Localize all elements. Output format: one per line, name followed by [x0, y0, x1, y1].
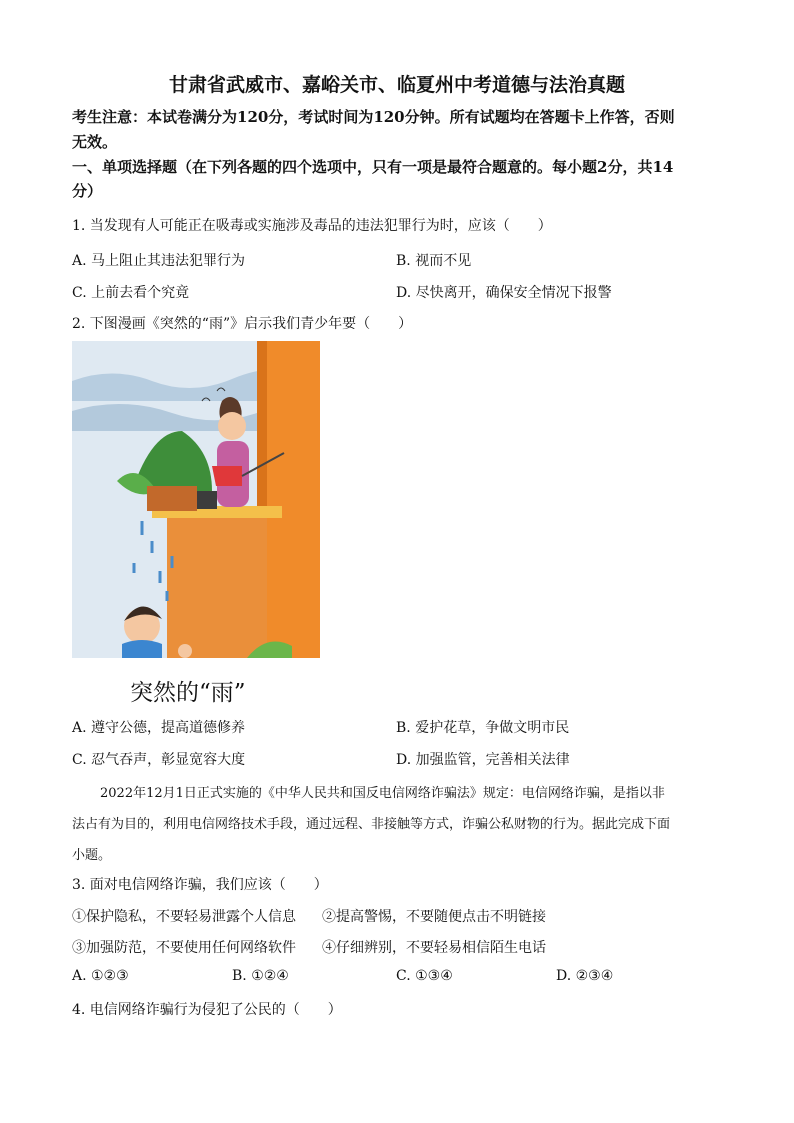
notice-line-1: 考生注意：本试卷满分为120分，考试时间为120分钟。所有试题均在答题卡上作答，否则	[72, 108, 675, 126]
q2-option-a: A. 遵守公德，提高道德修养	[72, 720, 246, 736]
passage-line-1: 2022年12月1日正式实施的《中华人民共和国反电信网络诈骗法》规定：电信网络诈骗，是指以非	[100, 786, 665, 801]
q3-stem: 3. 面对电信网络诈骗，我们应该（ ）	[72, 877, 328, 893]
notice-line-2: 无效。	[72, 133, 118, 151]
page-title: 甘肃省武威市、嘉峪关市、临夏州中考道德与法治真题	[168, 74, 625, 96]
q2-stem: 2. 下图漫画《突然的“雨”》启示我们青少年要（ ）	[72, 316, 413, 332]
passage-line-2: 法占有为目的，利用电信网络技术手段，通过远程、非接触等方式，诈骗公私财物的行为。据此完成下面	[72, 817, 671, 832]
q3-option-d: D. ②③④	[556, 968, 614, 984]
q2-option-c: C. 忍气吞声，彰显宽容大度	[72, 752, 246, 768]
watering-can	[212, 466, 242, 486]
q3-item-3: ③加强防范，不要使用任何网络软件	[72, 940, 296, 956]
q1-stem: 1. 当发现有人可能正在吸毒或实施涉及毒品的违法犯罪行为时，应该（ ）	[72, 218, 552, 234]
woman-face	[218, 412, 246, 440]
q1-option-a: A. 马上阻止其违法犯罪行为	[72, 253, 246, 269]
section-heading-line-2: 分）	[72, 182, 103, 200]
plant-pot	[147, 486, 197, 511]
q3-option-c: C. ①③④	[396, 968, 453, 984]
small-pot	[197, 491, 217, 509]
q1-option-c: C. 上前去看个究竟	[72, 285, 190, 301]
q3-item-2: ②提高警惕，不要随便点击不明链接	[322, 909, 546, 925]
q3-option-a: A. ①②③	[72, 968, 129, 984]
q3-item-4: ④仔细辨别，不要轻易相信陌生电话	[322, 940, 546, 956]
q2-option-b: B. 爱护花草，争做文明市民	[396, 720, 570, 736]
q3-item-1: ①保护隐私，不要轻易泄露个人信息	[72, 909, 296, 925]
q2-option-d: D. 加强监管，完善相关法律	[396, 752, 570, 768]
q3-option-b: B. ①②④	[232, 968, 289, 984]
boy-hand	[178, 644, 192, 658]
balcony-wall	[167, 516, 267, 658]
cartoon-illustration	[72, 341, 320, 658]
q4-stem: 4. 电信网络诈骗行为侵犯了公民的（ ）	[72, 1002, 342, 1018]
section-heading-line-1: 一、单项选择题（在下列各题的四个选项中，只有一项是最符合题意的。每小题2分，共14	[72, 158, 674, 176]
boy-shirt	[122, 640, 162, 658]
q1-option-b: B. 视而不见	[396, 253, 472, 269]
passage-line-3: 小题。	[72, 848, 112, 863]
q1-option-d: D. 尽快离开，确保安全情况下报警	[396, 285, 612, 301]
cartoon-caption: 突然的“雨”	[130, 680, 246, 706]
